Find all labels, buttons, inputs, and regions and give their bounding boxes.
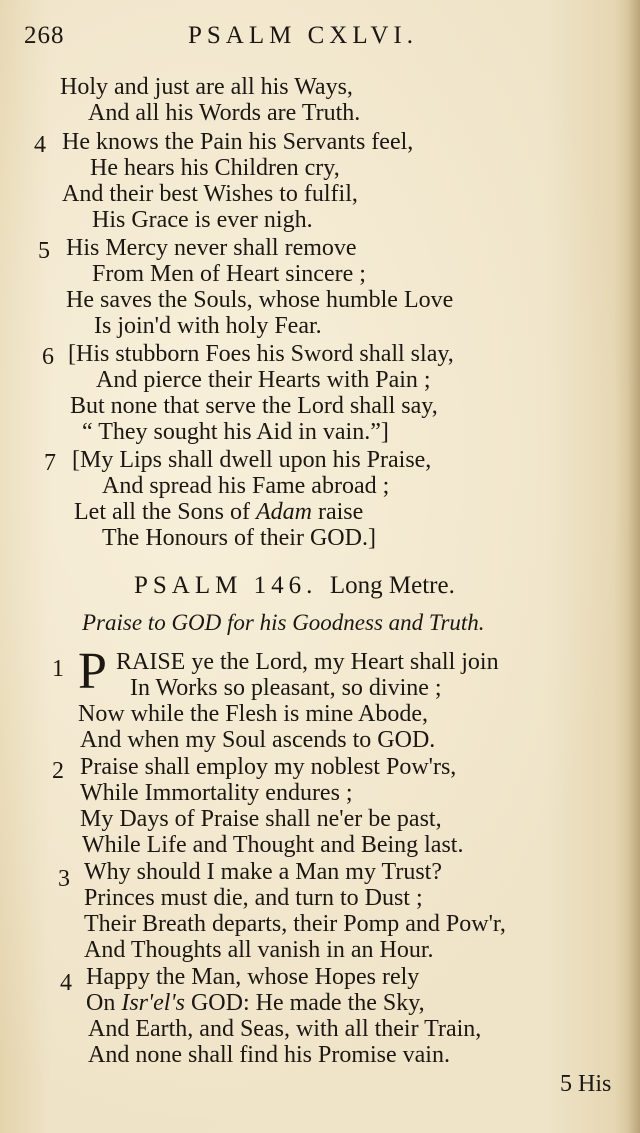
italic-name: Isr'el's (121, 990, 185, 1016)
verse-number: 5 (38, 238, 50, 264)
verse-line: Princes must die, and turn to Dust ; (84, 885, 423, 911)
verse-number: 4 (60, 970, 72, 996)
page-edge-shadow (628, 0, 640, 1133)
verse-line: But none that serve the Lord shall say, (70, 393, 438, 419)
verse-line: His Mercy never shall remove (66, 235, 357, 261)
verse-line: RAISE ye the Lord, my Heart shall join (116, 649, 499, 675)
verse-line: He knows the Pain his Servants feel, (62, 129, 414, 155)
verse-line: He hears his Children cry, (90, 155, 340, 181)
psalm-meter: Long Metre. (329, 572, 455, 599)
verse-line: And Earth, and Seas, with all their Train, (88, 1016, 482, 1042)
verse-number: 1 (52, 656, 64, 682)
verse-line: While Immortality endures ; (80, 780, 353, 806)
psalm-title: PSALM 146. (134, 572, 318, 599)
verse-line: And spread his Fame abroad ; (102, 473, 390, 499)
running-title: PSALM CXLVI. (188, 22, 418, 49)
drop-cap: P (78, 643, 107, 700)
psalm-heading (134, 572, 455, 600)
verse-line-part: raise (317, 499, 364, 525)
verse-line: [His stubborn Foes his Sword shall slay, (68, 341, 454, 367)
verse-line: And all his Words are Truth. (88, 100, 361, 126)
verse-line: Their Breath departs, their Pomp and Pow'r, (84, 911, 506, 937)
verse-line: And pierce their Hearts with Pain ; (96, 367, 431, 393)
verse-number: 4 (34, 132, 46, 158)
verse-line: My Days of Praise shall ne'er be past, (80, 806, 442, 832)
verse-line: Holy and just are all his Ways, (60, 74, 353, 100)
verse-line: His Grace is ever nigh. (92, 207, 313, 233)
verse-line-part: Let all the Sons of (74, 499, 250, 525)
verse-line: And none shall find his Promise vain. (88, 1042, 450, 1068)
catchword: 5 His (560, 1071, 612, 1097)
verse-line: He saves the Souls, whose humble Love (66, 287, 454, 313)
page-number: 268 (24, 22, 65, 49)
verse-number: 2 (52, 758, 64, 784)
psalm-subtitle: Praise to GOD for his Goodness and Truth. (82, 610, 485, 635)
verse-line: Praise shall employ my noblest Pow'rs, (80, 754, 457, 780)
verse-line: And their best Wishes to fulfil, (62, 181, 358, 207)
verse-line: Is join'd with holy Fear. (94, 313, 322, 339)
verse-line: Happy the Man, whose Hopes rely (86, 964, 420, 990)
verse-line: While Life and Thought and Being last. (82, 832, 464, 858)
verse-line: The Honours of their GOD.] (102, 525, 376, 551)
verse-line: “ They sought his Aid in vain.”] (82, 419, 389, 445)
verse-line (74, 499, 363, 525)
verse-line: And when my Soul ascends to GOD. (80, 727, 436, 753)
verse-number: 3 (58, 866, 70, 892)
verse-line: [My Lips shall dwell upon his Praise, (72, 447, 432, 473)
verse-line: In Works so pleasant, so divine ; (130, 675, 442, 701)
italic-name: Adam (255, 499, 312, 525)
verse-line (86, 990, 425, 1016)
verse-line: And Thoughts all vanish in an Hour. (84, 937, 434, 963)
verse-line-part: GOD: He made the Sky, (190, 990, 425, 1016)
verse-line: Why should I make a Man my Trust? (84, 859, 442, 885)
verse-number: 6 (42, 344, 54, 370)
verse-line: From Men of Heart sincere ; (92, 261, 366, 287)
verse-line: Now while the Flesh is mine Abode, (78, 701, 428, 727)
verse-number: 7 (44, 450, 56, 476)
verse-line-part: On (86, 990, 116, 1016)
